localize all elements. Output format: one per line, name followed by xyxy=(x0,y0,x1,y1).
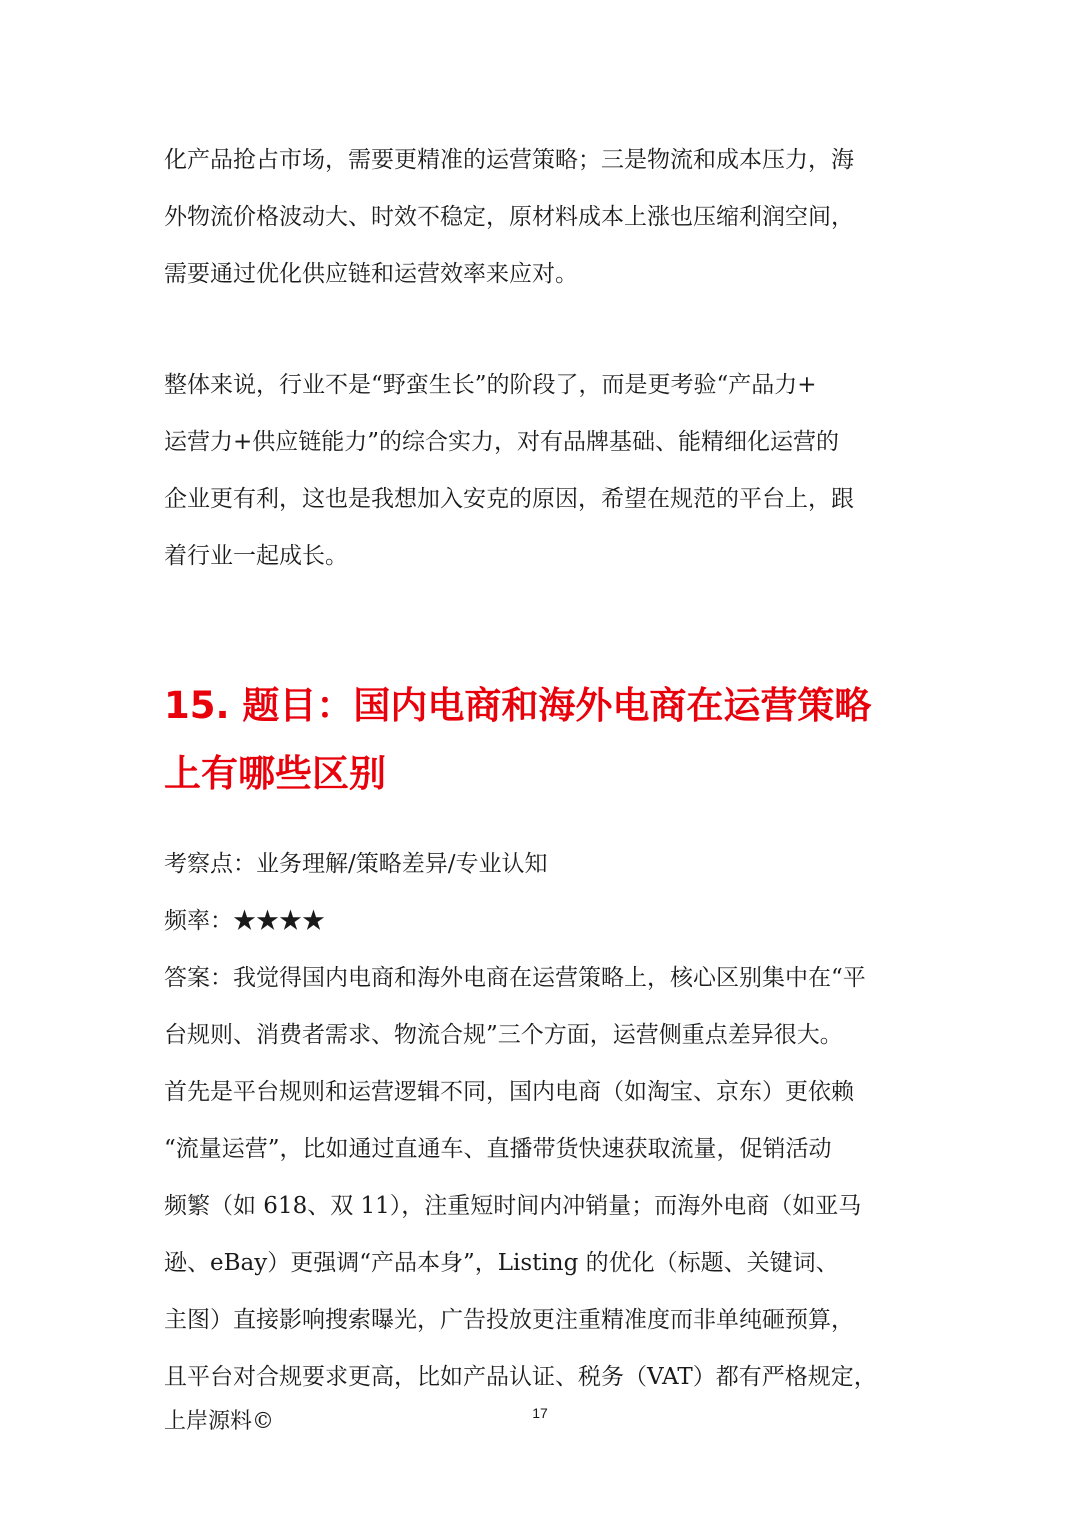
text-line: 首先是平台规则和运营逻辑不同，国内电商（如淘宝、京东）更依赖 xyxy=(164,1079,854,1105)
paragraph-1 xyxy=(164,132,924,303)
text-line: 化产品抢占市场，需要更精准的运营策略；三是物流和成本压力，海 xyxy=(164,147,854,173)
text-line: 着行业一起成长。 xyxy=(164,543,348,569)
text-line: 且平台对合规要求更高，比如产品认证、税务（VAT）都有严格规定， xyxy=(164,1364,877,1390)
text-line: 整体来说，行业不是“野蛮生长”的阶段了，而是更考验“产品力+ xyxy=(164,372,817,398)
text-line: 需要通过优化供应链和运营效率来应对。 xyxy=(164,261,578,287)
text-line: 答案：我觉得国内电商和海外电商在运营策略上，核心区别集中在“平 xyxy=(164,965,866,991)
focus-points: 考察点：业务理解/策略差异/专业认知 xyxy=(164,851,548,877)
text-line: “流量运营”，比如通过直通车、直播带货快速获取流量，促销活动 xyxy=(164,1136,832,1162)
text-line: 逊、eBay）更强调“产品本身”，Listing 的优化（标题、关键词、 xyxy=(164,1250,839,1276)
text-line: 主图）直接影响搜索曝光，广告投放更注重精准度而非单纯砸预算， xyxy=(164,1307,854,1333)
question-title xyxy=(164,672,944,808)
frequency-rating: 频率：★★★★ xyxy=(164,908,325,934)
title-line: 上有哪些区别 xyxy=(164,752,386,795)
question-meta xyxy=(164,836,924,950)
text-line: 外物流价格波动大、时效不稳定，原材料成本上涨也压缩利润空间， xyxy=(164,204,854,230)
footer-source: 上岸源料© xyxy=(164,1409,275,1434)
text-line: 频繁（如 618、双 11），注重短时间内冲销量；而海外电商（如亚马 xyxy=(164,1193,862,1219)
page-number: 17 xyxy=(532,1405,548,1421)
answer-paragraph xyxy=(164,950,924,1406)
text-line: 运营力+供应链能力”的综合实力，对有品牌基础、能精细化运营的 xyxy=(164,429,840,455)
paragraph-2 xyxy=(164,357,924,585)
text-line: 企业更有利，这也是我想加入安克的原因，希望在规范的平台上，跟 xyxy=(164,486,854,512)
title-line: 15. 题目：国内电商和海外电商在运营策略 xyxy=(164,684,872,727)
text-line: 台规则、消费者需求、物流合规”三个方面，运营侧重点差异很大。 xyxy=(164,1022,843,1048)
